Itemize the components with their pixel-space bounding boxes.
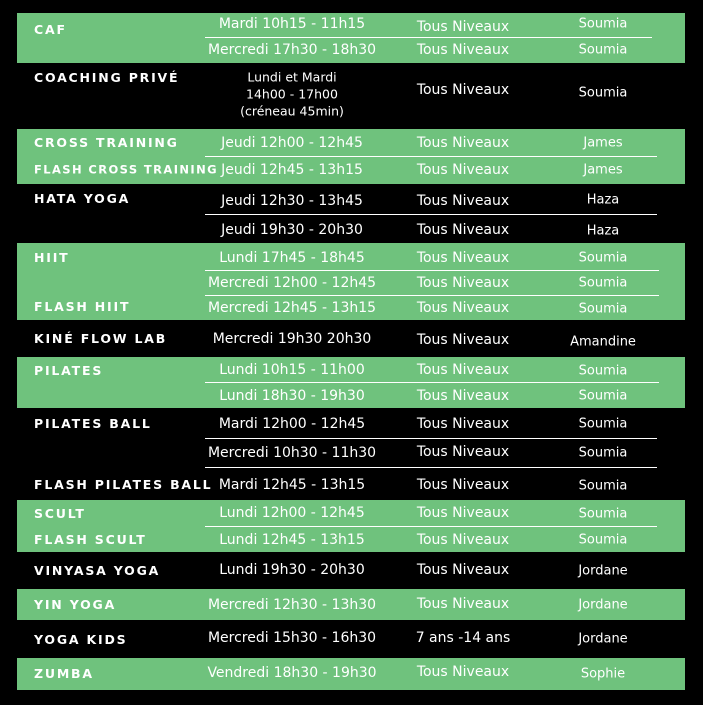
class-time-line: 14h00 - 17h00 xyxy=(246,86,338,102)
class-time: Mercredi 12h45 - 13h15 xyxy=(207,300,377,316)
class-instructor: Jordane xyxy=(578,563,628,579)
class-name: SCULT xyxy=(34,505,86,521)
class-level: Tous Niveaux xyxy=(416,19,510,35)
class-instructor: Soumia xyxy=(578,301,628,317)
class-name: VINYASA YOGA xyxy=(34,562,161,578)
class-level: Tous Niveaux xyxy=(416,596,510,612)
class-level: Tous Niveaux xyxy=(416,250,510,266)
class-name: CROSS TRAINING xyxy=(34,134,179,150)
class-time: Jeudi 12h45 - 13h15 xyxy=(221,162,363,178)
class-level: Tous Niveaux xyxy=(416,193,510,209)
class-instructor: Soumia xyxy=(578,16,628,32)
class-instructor: Soumia xyxy=(578,85,628,101)
class-instructor: Soumia xyxy=(578,250,628,266)
class-level: Tous Niveaux xyxy=(416,42,510,58)
separator-line xyxy=(205,295,659,296)
separator-line xyxy=(205,467,657,468)
class-time: Mercredi 10h30 - 11h30 xyxy=(207,445,377,461)
class-time: Jeudi 12h30 - 13h45 xyxy=(221,193,363,209)
class-instructor: Amandine xyxy=(570,334,636,350)
class-level: Tous Niveaux xyxy=(416,82,510,98)
class-instructor: Soumia xyxy=(578,363,628,379)
class-time: Jeudi 12h00 - 12h45 xyxy=(221,135,363,151)
class-name: YOGA KIDS xyxy=(34,631,128,647)
class-level: Tous Niveaux xyxy=(416,135,510,151)
class-level: Tous Niveaux xyxy=(416,477,510,493)
class-level: Tous Niveaux xyxy=(416,222,510,238)
class-instructor: Soumia xyxy=(578,506,628,522)
class-level: Tous Niveaux xyxy=(416,300,510,316)
class-level: Tous Niveaux xyxy=(416,505,510,521)
separator-line xyxy=(205,214,657,215)
class-time: Vendredi 18h30 - 19h30 xyxy=(207,665,377,681)
class-name: HATA YOGA xyxy=(34,190,131,206)
class-name: YIN YOGA xyxy=(34,596,117,612)
class-level: Tous Niveaux xyxy=(416,162,510,178)
class-time: Lundi 17h45 - 18h45 xyxy=(219,250,365,266)
class-level: Tous Niveaux xyxy=(416,416,510,432)
class-instructor: Jordane xyxy=(578,631,628,647)
class-time: Lundi 19h30 - 20h30 xyxy=(219,562,365,578)
class-time: Mercredi 19h30 20h30 xyxy=(212,331,372,347)
class-level: Tous Niveaux xyxy=(416,444,510,460)
class-level: 7 ans -14 ans xyxy=(415,630,511,646)
class-instructor: Haza xyxy=(586,223,620,239)
class-name: PILATES BALL xyxy=(34,415,152,431)
class-instructor: Soumia xyxy=(578,275,628,291)
class-instructor: Haza xyxy=(586,192,620,208)
separator-line xyxy=(205,526,657,527)
class-instructor: James xyxy=(583,135,623,151)
class-name: FLASH PILATES BALL xyxy=(34,476,213,492)
class-instructor: Soumia xyxy=(578,388,628,404)
class-name: HIIT xyxy=(34,249,70,265)
class-level: Tous Niveaux xyxy=(416,332,510,348)
class-name: KINÉ FLOW LAB xyxy=(34,330,168,346)
class-time xyxy=(192,70,392,121)
class-time: Mardi 12h45 - 13h15 xyxy=(218,477,366,493)
class-time: Lundi 12h00 - 12h45 xyxy=(219,505,365,521)
separator-line xyxy=(205,382,659,383)
class-time: Lundi 12h45 - 13h15 xyxy=(219,532,365,548)
class-instructor: Soumia xyxy=(578,445,628,461)
class-name: FLASH HIIT xyxy=(34,298,131,314)
class-time: Mercredi 12h30 - 13h30 xyxy=(207,597,377,613)
class-time: Mercredi 17h30 - 18h30 xyxy=(207,42,377,58)
class-instructor: Jordane xyxy=(578,597,628,613)
class-level: Tous Niveaux xyxy=(416,664,510,680)
class-instructor: Soumia xyxy=(578,416,628,432)
class-time: Jeudi 19h30 - 20h30 xyxy=(221,222,363,238)
class-instructor: Soumia xyxy=(578,532,628,548)
class-time: Lundi 10h15 - 11h00 xyxy=(219,362,365,378)
class-time: Mardi 12h00 - 12h45 xyxy=(218,416,366,432)
class-name: ZUMBA xyxy=(34,665,94,681)
class-time: Lundi 18h30 - 19h30 xyxy=(219,388,365,404)
class-instructor: Soumia xyxy=(578,478,628,494)
class-time-line: Lundi et Mardi xyxy=(247,69,337,85)
separator-line xyxy=(205,438,657,439)
separator-line xyxy=(205,270,659,271)
separator-line xyxy=(205,156,657,157)
class-name: CAF xyxy=(34,21,67,37)
class-level: Tous Niveaux xyxy=(416,362,510,378)
class-time-line: (créneau 45min) xyxy=(240,103,344,119)
class-level: Tous Niveaux xyxy=(416,275,510,291)
separator-line xyxy=(205,37,652,38)
class-time: Mercredi 12h00 - 12h45 xyxy=(207,275,377,291)
class-level: Tous Niveaux xyxy=(416,532,510,548)
class-instructor: Sophie xyxy=(580,666,626,682)
class-name: FLASH CROSS TRAINING xyxy=(34,162,218,177)
class-name: FLASH SCULT xyxy=(34,531,147,547)
class-level: Tous Niveaux xyxy=(416,562,510,578)
class-time: Mercredi 15h30 - 16h30 xyxy=(207,630,377,646)
class-instructor: James xyxy=(583,162,623,178)
class-instructor: Soumia xyxy=(578,42,628,58)
class-name: COACHING PRIVÉ xyxy=(34,69,180,85)
class-time: Mardi 10h15 - 11h15 xyxy=(218,16,366,32)
class-name: PILATES xyxy=(34,362,104,378)
class-level: Tous Niveaux xyxy=(416,388,510,404)
